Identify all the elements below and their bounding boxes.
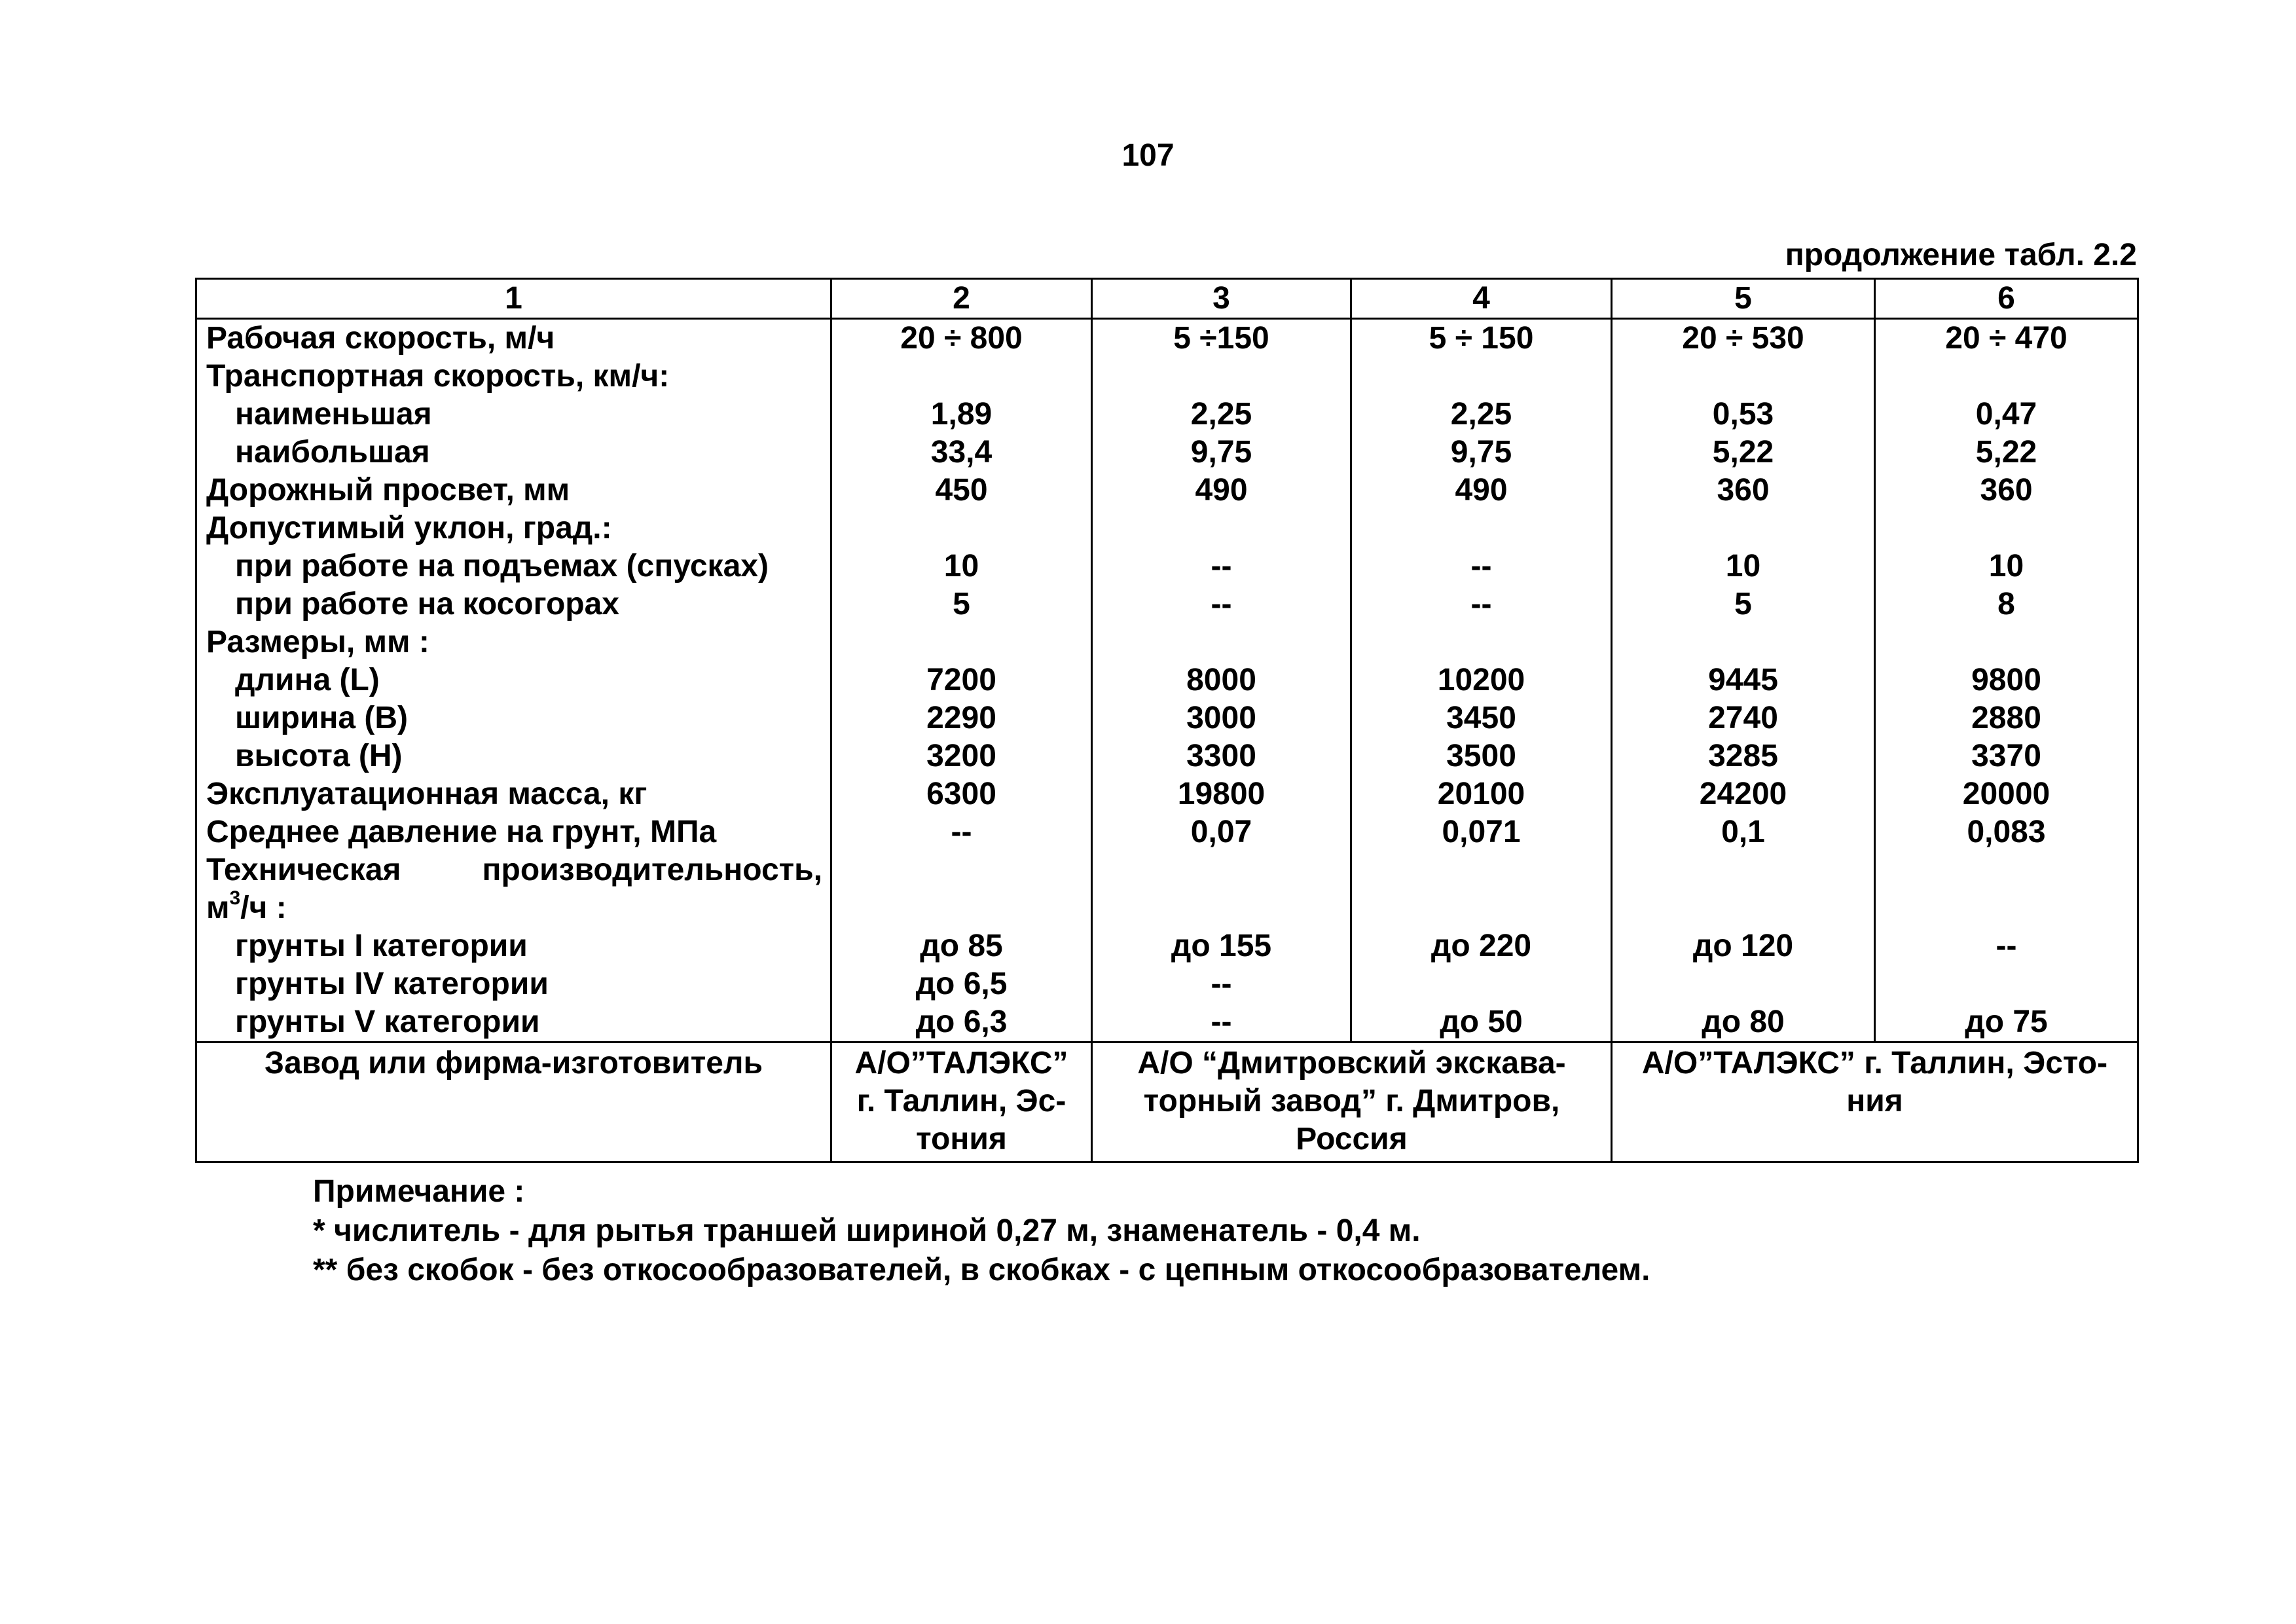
manufacturer-col56 bbox=[1612, 1043, 2138, 1162]
table-row bbox=[196, 509, 2138, 547]
cell-value: 2,25 bbox=[1092, 396, 1351, 434]
cell-value bbox=[831, 889, 1092, 927]
cell-value bbox=[831, 509, 1092, 547]
row-label: при работе на косогорах bbox=[196, 585, 831, 623]
cell-value: 24200 bbox=[1612, 775, 1875, 813]
table-row bbox=[196, 699, 2138, 737]
cell-value bbox=[1092, 358, 1351, 396]
cell-value bbox=[1351, 851, 1612, 889]
cell-value: -- bbox=[1092, 965, 1351, 1003]
cell-value bbox=[1092, 623, 1351, 661]
cell-value: 490 bbox=[1351, 471, 1612, 509]
cell-value bbox=[1612, 623, 1875, 661]
cell-value bbox=[1351, 358, 1612, 396]
row-label: Транспортная скорость, км/ч: bbox=[196, 358, 831, 396]
cell-value: до 120 bbox=[1612, 927, 1875, 965]
cell-value: 0,083 bbox=[1875, 813, 2138, 851]
cell-value bbox=[1875, 851, 2138, 889]
table-header-row bbox=[196, 279, 2138, 319]
column-header: 3 bbox=[1092, 279, 1351, 319]
cell-value: 8000 bbox=[1092, 661, 1351, 699]
cell-value bbox=[1612, 509, 1875, 547]
cell-value bbox=[1092, 889, 1351, 927]
row-label: длина (L) bbox=[196, 661, 831, 699]
table-row bbox=[196, 547, 2138, 585]
row-label: наименьшая bbox=[196, 396, 831, 434]
cell-value bbox=[1612, 965, 1875, 1003]
cell-value: до 6,5 bbox=[831, 965, 1092, 1003]
manufacturer-label: Завод или фирма-изготовитель bbox=[196, 1043, 831, 1162]
manufacturer-col2 bbox=[831, 1043, 1092, 1162]
cell-value: 2,25 bbox=[1351, 396, 1612, 434]
cell-value: -- bbox=[1351, 585, 1612, 623]
cell-value: 20 ÷ 470 bbox=[1875, 319, 2138, 358]
cell-value: до 155 bbox=[1092, 927, 1351, 965]
row-label: грунты V категории bbox=[196, 1003, 831, 1043]
column-header: 1 bbox=[196, 279, 831, 319]
cell-value bbox=[1612, 358, 1875, 396]
row-label: ширина (В) bbox=[196, 699, 831, 737]
cell-value: 20100 bbox=[1351, 775, 1612, 813]
cell-value bbox=[1351, 965, 1612, 1003]
cell-value: 8 bbox=[1875, 585, 2138, 623]
cell-value: 0,07 bbox=[1092, 813, 1351, 851]
cell-value: 0,53 bbox=[1612, 396, 1875, 434]
cell-value bbox=[831, 851, 1092, 889]
table-row bbox=[196, 965, 2138, 1003]
cell-value: 10200 bbox=[1351, 661, 1612, 699]
table-row bbox=[196, 623, 2138, 661]
manufacturer-row bbox=[196, 1043, 2138, 1162]
cell-value: -- bbox=[1092, 585, 1351, 623]
cell-value: 2290 bbox=[831, 699, 1092, 737]
cell-value: 490 bbox=[1092, 471, 1351, 509]
manufacturer-line: А/О “Дмитровский экскава- bbox=[1137, 1046, 1566, 1080]
note-line: ** без скобок - без откосообразователей, в скобках - с цепным откосообразователем. bbox=[313, 1253, 1650, 1287]
cell-value: 6300 bbox=[831, 775, 1092, 813]
cell-value: -- bbox=[1092, 1003, 1351, 1043]
cell-value: 3300 bbox=[1092, 737, 1351, 775]
cell-value: 20 ÷ 800 bbox=[831, 319, 1092, 358]
unit-base: м bbox=[206, 891, 230, 925]
unit-tail: /ч : bbox=[240, 891, 287, 925]
column-header: 2 bbox=[831, 279, 1092, 319]
cell-value bbox=[1875, 358, 2138, 396]
cell-value: 20 ÷ 530 bbox=[1612, 319, 1875, 358]
cell-value bbox=[1092, 851, 1351, 889]
cell-value: 5 ÷ 150 bbox=[1351, 319, 1612, 358]
cell-value: 5 bbox=[1612, 585, 1875, 623]
cell-value bbox=[1351, 623, 1612, 661]
cell-value: -- bbox=[1875, 927, 2138, 965]
cell-value: 9,75 bbox=[1092, 434, 1351, 471]
cell-value: -- bbox=[1092, 547, 1351, 585]
cell-value: 9445 bbox=[1612, 661, 1875, 699]
row-label: Эксплуатационная масса, кг bbox=[196, 775, 831, 813]
cell-value: до 75 bbox=[1875, 1003, 2138, 1043]
table-row bbox=[196, 1003, 2138, 1043]
cell-value: до 50 bbox=[1351, 1003, 1612, 1043]
cell-value bbox=[1092, 509, 1351, 547]
cell-value: 7200 bbox=[831, 661, 1092, 699]
cell-value: 2880 bbox=[1875, 699, 2138, 737]
cell-value bbox=[1612, 851, 1875, 889]
cell-value bbox=[1351, 889, 1612, 927]
cell-value: 3285 bbox=[1612, 737, 1875, 775]
cell-value: 3450 bbox=[1351, 699, 1612, 737]
column-header: 5 bbox=[1612, 279, 1875, 319]
manufacturer-line: г. Таллин, Эс- bbox=[856, 1084, 1066, 1118]
table-row bbox=[196, 737, 2138, 775]
page-number: 107 bbox=[1121, 138, 1175, 173]
column-header: 6 bbox=[1875, 279, 2138, 319]
table-row bbox=[196, 661, 2138, 699]
cell-value: до 80 bbox=[1612, 1003, 1875, 1043]
row-label: грунты IV категории bbox=[196, 965, 831, 1003]
row-label: Среднее давление на грунт, МПа bbox=[196, 813, 831, 851]
cell-value: 10 bbox=[831, 547, 1092, 585]
table-row bbox=[196, 889, 2138, 927]
table-row bbox=[196, 927, 2138, 965]
note-line: * числитель - для рытья траншей шириной 0,27 м, знаменатель - 0,4 м. bbox=[313, 1213, 1421, 1248]
row-label: грунты I категории bbox=[196, 927, 831, 965]
cell-value: 19800 bbox=[1092, 775, 1351, 813]
table-row bbox=[196, 851, 2138, 889]
table-row bbox=[196, 434, 2138, 471]
cell-value: 9800 bbox=[1875, 661, 2138, 699]
cell-value: 450 bbox=[831, 471, 1092, 509]
cell-value bbox=[1875, 889, 2138, 927]
cell-value: до 85 bbox=[831, 927, 1092, 965]
table-row bbox=[196, 813, 2138, 851]
notes-block bbox=[313, 1172, 1650, 1290]
manufacturer-line: ния bbox=[1846, 1084, 1903, 1118]
cell-value: 360 bbox=[1612, 471, 1875, 509]
cell-value: до 220 bbox=[1351, 927, 1612, 965]
cell-value: 3500 bbox=[1351, 737, 1612, 775]
manufacturer-line: А/О”ТАЛЭКС” г. Таллин, Эсто- bbox=[1641, 1046, 2108, 1080]
cell-value: 0,47 bbox=[1875, 396, 2138, 434]
row-label: Техническая производительность, bbox=[196, 851, 831, 889]
table-row bbox=[196, 471, 2138, 509]
row-label: Дорожный просвет, мм bbox=[196, 471, 831, 509]
specifications-table bbox=[195, 278, 2139, 1163]
cell-value: 20000 bbox=[1875, 775, 2138, 813]
cell-value: 3000 bbox=[1092, 699, 1351, 737]
unit-superscript: 3 bbox=[229, 887, 241, 909]
cell-value: 0,1 bbox=[1612, 813, 1875, 851]
cell-value: 3200 bbox=[831, 737, 1092, 775]
cell-value: 9,75 bbox=[1351, 434, 1612, 471]
notes-title: Примечание : bbox=[313, 1174, 525, 1209]
table-continuation-caption: продолжение табл. 2.2 bbox=[1785, 238, 2137, 272]
cell-value: 5,22 bbox=[1875, 434, 2138, 471]
manufacturer-line: торный завод” г. Дмитров, bbox=[1143, 1084, 1560, 1118]
cell-value: 3370 bbox=[1875, 737, 2138, 775]
cell-value bbox=[1875, 509, 2138, 547]
row-label: высота (Н) bbox=[196, 737, 831, 775]
cell-value bbox=[1875, 965, 2138, 1003]
cell-value bbox=[1351, 509, 1612, 547]
cell-value: 10 bbox=[1875, 547, 2138, 585]
table-row bbox=[196, 396, 2138, 434]
row-label: при работе на подъемах (спусках) bbox=[196, 547, 831, 585]
table-row bbox=[196, 585, 2138, 623]
cell-value: -- bbox=[831, 813, 1092, 851]
row-label: Рабочая скорость, м/ч bbox=[196, 319, 831, 358]
row-label: Допустимый уклон, град.: bbox=[196, 509, 831, 547]
cell-value: 2740 bbox=[1612, 699, 1875, 737]
row-label: наибольшая bbox=[196, 434, 831, 471]
cell-value: 5,22 bbox=[1612, 434, 1875, 471]
table-row bbox=[196, 319, 2138, 358]
cell-value bbox=[831, 358, 1092, 396]
manufacturer-line: А/О”ТАЛЭКС” bbox=[854, 1046, 1068, 1080]
cell-value: 5 bbox=[831, 585, 1092, 623]
cell-value bbox=[1875, 623, 2138, 661]
row-label: Размеры, мм : bbox=[196, 623, 831, 661]
cell-value: 360 bbox=[1875, 471, 2138, 509]
manufacturer-line: тония bbox=[916, 1122, 1007, 1156]
cell-value: 5 ÷150 bbox=[1092, 319, 1351, 358]
cell-value: 33,4 bbox=[831, 434, 1092, 471]
cell-value: -- bbox=[1351, 547, 1612, 585]
column-header: 4 bbox=[1351, 279, 1612, 319]
cell-value: 10 bbox=[1612, 547, 1875, 585]
manufacturer-line: Россия bbox=[1296, 1122, 1408, 1156]
cell-value bbox=[831, 623, 1092, 661]
table-row bbox=[196, 358, 2138, 396]
cell-value: до 6,3 bbox=[831, 1003, 1092, 1043]
cell-value: 1,89 bbox=[831, 396, 1092, 434]
cell-value bbox=[1612, 889, 1875, 927]
manufacturer-col34 bbox=[1092, 1043, 1612, 1162]
table-row bbox=[196, 775, 2138, 813]
cell-value: 0,071 bbox=[1351, 813, 1612, 851]
row-label bbox=[196, 889, 831, 927]
